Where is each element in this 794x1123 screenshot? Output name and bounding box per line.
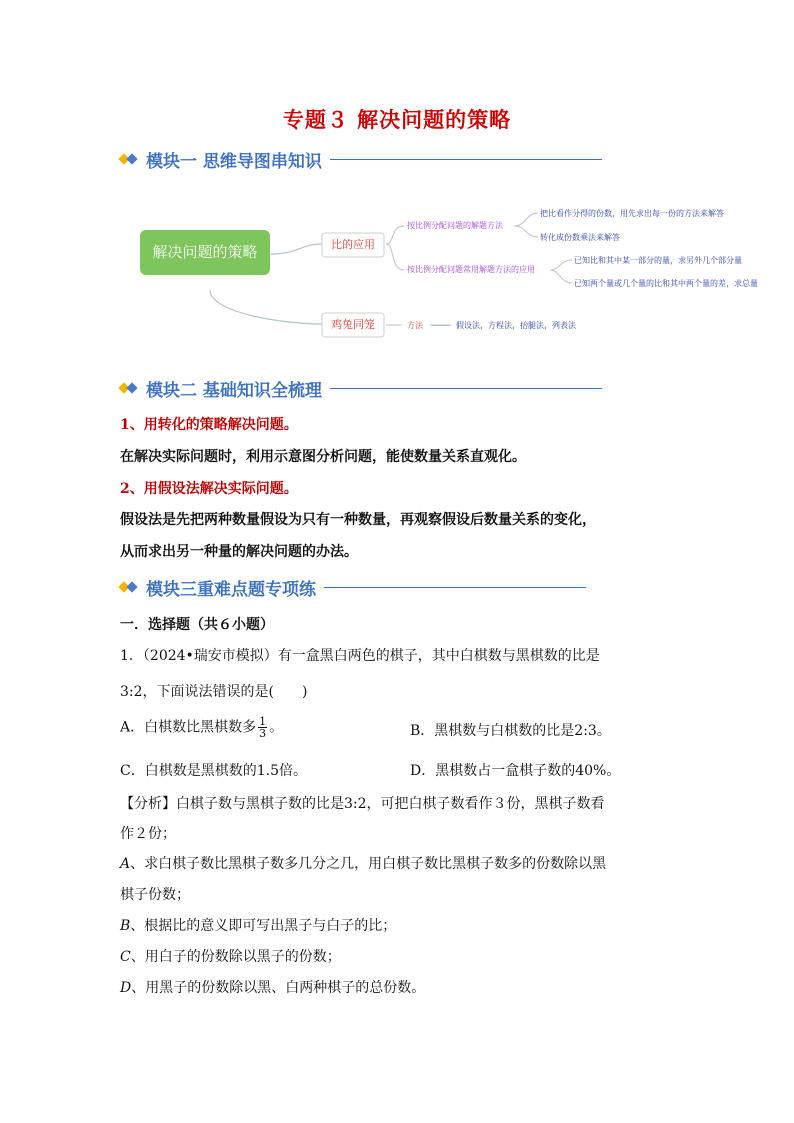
question-line-2: 3:2，下面说法错误的是( ) — [120, 684, 308, 700]
option-c: C．白棋数是黑棋数的1.5倍。 — [120, 763, 307, 779]
divider — [330, 159, 602, 160]
connector — [550, 260, 572, 270]
connector — [514, 213, 538, 226]
diamond-icon — [120, 152, 140, 166]
analysis-b-label: B — [120, 918, 131, 934]
mindmap-sub-node: 按比例分配问题的解题方法 — [407, 221, 503, 230]
connector — [550, 270, 572, 283]
connector — [386, 244, 404, 270]
diamond-icon — [120, 381, 140, 395]
connector — [386, 226, 404, 244]
fraction — [258, 716, 267, 739]
question-line-1: 1．（2024•瑞安市模拟）有一盒黑白两色的棋子，其中白棋数与黑棋数的比是 — [120, 648, 600, 664]
connector — [270, 244, 322, 254]
option-a-end: 。 — [269, 719, 284, 736]
section-heading: 一．选择题（共６小题） — [120, 617, 274, 633]
mindmap-branch-chicken-rabbit: 鸡兔同笼 — [331, 318, 375, 331]
mindmap-leaf: 转化成份数乘法来解答 — [540, 233, 620, 242]
module-title: 模块一 思维导图串知识 — [146, 151, 322, 172]
analysis-d — [120, 977, 425, 997]
page-title: 专题３ 解决问题的策略 — [282, 107, 512, 132]
basics-paragraph-1: 在解决实际问题时，利用示意图分析问题，能使数量关系直观化。 — [120, 449, 526, 465]
connector — [431, 325, 451, 326]
analysis-a — [120, 853, 606, 873]
option-a-text: A．白棋数比黑棋数多 — [120, 719, 257, 736]
option-d: D．黑棋数占一盒棋子数的40%。 — [410, 763, 621, 779]
diamond-icon — [120, 580, 140, 594]
analysis-line-2: 作２份； — [120, 826, 176, 842]
mindmap-leaf: 假设法，方程法，抬腿法，列表法 — [456, 321, 576, 330]
mindmap-leaf: 已知比和其中某一部分的量，求另外几个部分量 — [574, 256, 742, 265]
analysis-a-label: A — [120, 856, 131, 872]
mindmap-branch-ratio: 比的应用 — [331, 238, 375, 251]
mindmap-leaf: 已知两个量或几个量的比和其中两个量的差，求总量 — [574, 279, 758, 288]
divider — [330, 388, 602, 389]
divider — [324, 587, 586, 588]
module-header-3 — [120, 575, 586, 599]
module-header-1 — [120, 147, 602, 171]
analysis-b-text: 、根据比的意义即可写出黑子与白子的比； — [130, 918, 397, 934]
basics-heading-1: 1、用转化的策略解决问题。 — [120, 417, 298, 433]
mindmap-root: 解决问题的策略 — [152, 243, 258, 261]
analysis-a-text: 、求白棋子数比黑棋子数多几分之几，用白棋子数比黑棋子数多的份数除以黑 — [130, 856, 607, 872]
basics-heading-2: 2、用假设法解决实际问题。 — [120, 481, 298, 497]
mindmap-sub-node: 方法 — [407, 321, 423, 330]
analysis-c-text: 、用白子的份数除以黑子的份数； — [130, 949, 341, 965]
connector — [514, 226, 538, 237]
analysis-b — [120, 915, 396, 935]
option-b: B．黑棋数与白棋数的比是2:3。 — [410, 723, 611, 739]
analysis-c — [120, 946, 341, 966]
analysis-d-text: 、用黑子的份数除以黑、白两种棋子的总份数。 — [131, 980, 426, 996]
analysis-a-cont: 棋子份数； — [120, 887, 190, 903]
analysis-d-label: D — [120, 980, 132, 996]
module-title: 模块二 基础知识全梳理 — [146, 380, 322, 401]
fraction-numerator: 1 — [259, 715, 267, 728]
analysis-c-label: C — [120, 949, 131, 965]
module-title: 模块三重难点题专项练 — [146, 579, 316, 600]
fraction-denominator: 3 — [259, 727, 267, 740]
analysis-line-1: 【分析】白棋子数与黑棋子数的比是3:2，可把白棋子数看作３份，黑棋子数看 — [120, 796, 605, 812]
mindmap-leaf: 把比看作分得的份数，用先求出每一份的方法来解答 — [540, 209, 724, 218]
module-header-2 — [120, 376, 602, 400]
basics-paragraph-2b: 从而求出另一种量的解决问题的办法。 — [120, 544, 358, 560]
mindmap-sub-node: 按比例分配问题常用解题方法的应用 — [407, 265, 535, 274]
connector — [210, 290, 322, 324]
option-a — [120, 716, 283, 739]
basics-paragraph-2a: 假设法是先把两种数量假设为只有一种数量，再观察假设后数量关系的变化， — [120, 512, 596, 528]
